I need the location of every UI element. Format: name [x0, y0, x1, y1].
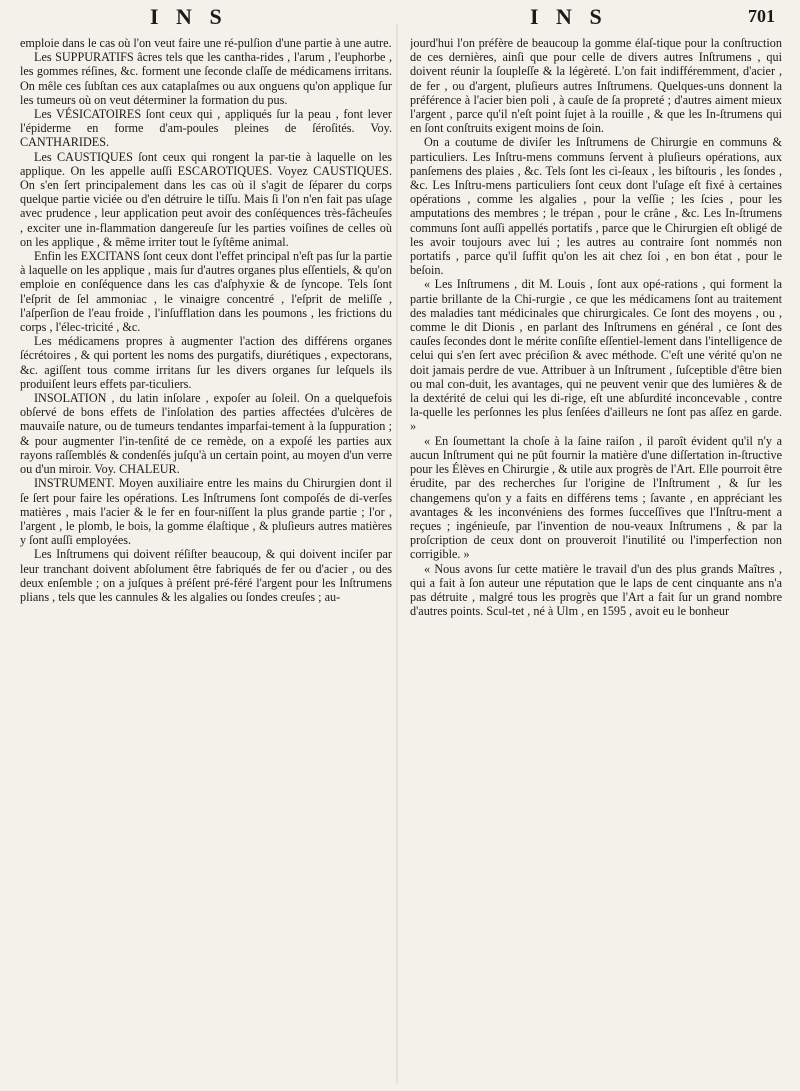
paragraph: Les VÉSICATOIRES ſont ceux qui , appliqués ſur la peau , font lever l'épiderme en forme d'am-poules pleines de ſéroſités. Voy. CANTHARIDES.: [20, 107, 392, 150]
left-column: [20, 36, 392, 1088]
page-number: 701: [748, 6, 775, 26]
right-column: [410, 36, 782, 1088]
paragraph: Les CAUSTIQUES ſont ceux qui rongent la par-tie à laquelle on les applique. On les appelle auſſi ESCAROTIQUES. Voyez CAUSTIQUES. On s'en ſert principalement dans les cas où il s'agit de ſéparer du corps quelque partie viciée ou d'en détruire le tiſſu. Mais ſi l'on n'en fait pas uſage avec prudence , leur application peut avoir des conſéquences très-fâcheuſes , exciter une in-flammation dangereuſe ſur les parties voiſines de celles où on les applique , & même irriter tout le ſyſtême animal.: [20, 149, 392, 249]
entry-insolation: INSOLATION , du latin inſolare , expoſer au ſoleil. On a quelquefois obſervé de bons effets de l'inſolation des parties affectées d'ulcères de mauvaiſe nature, ou de tumeurs tendantes imparfai-tement à la ſuppuration ; & pour augmenter l'in-tenſité de ce remède, on a expoſé les parties aux rayons raſſemblés & condenſés juſqu'à un certain point, au moyen d'un verre ou d'un miroir. Voy. CHALEUR.: [20, 391, 392, 477]
entry-instrument: INSTRUMENT. Moyen auxiliaire entre les mains du Chirurgien dont il ſe ſert pour faire les opérations. Les Inſtrumens ſont compoſés de di-verſes matières , mais l'acier & le fer en four-niſſent la plus grande partie ; l'or , l'argent , le plomb, le bois, la gomme élaſtique , & pluſieurs autres matières y ſont auſſi employées.: [20, 476, 392, 548]
column-gutter: [396, 24, 398, 1084]
paragraph: emploie dans le cas où l'on veut faire une ré-pulſion d'une partie à une autre.: [20, 36, 392, 50]
paragraph: Les Inſtrumens qui doivent réſiſter beaucoup, & qui doivent inciſer par leur tranchant doivent abſolument être fabriqués de fer ou d'acier , ou des deux enſemble ; on a juſques à préſent pré-féré l'argent pour les Inſtrumens plians , tels que les cannules & les algalies ou ſondes creuſes ; au-: [20, 547, 392, 604]
paragraph: Les médicamens propres à augmenter l'action des différens organes ſécrétoires , & qui portent les noms des purgatifs, diurétiques , expectorans, &c. agiſſent tous comme irritans ſur les divers organes ſur leſquels ils produiſent leurs effets par-ticuliers.: [20, 334, 392, 391]
paragraph: Enfin les EXCITANS ſont ceux dont l'effet principal n'eſt pas ſur la partie à laquelle on les applique , mais ſur d'autres organes plus eſſentiels, & qu'on emploie en conſéquence dans les cas d'aſphyxie & de ſyncope. Tels ſont l'eſprit de ſel ammoniac , le vinaigre concentré , l'eſprit de meliſſe , l'aſperſion de l'eau froide , l'inſufflation dans les poumons , les frictions du corps , l'élec-tricité , &c.: [20, 249, 392, 335]
paragraph: On a coutume de diviſer les Inſtrumens de Chirurgie en communs & particuliers. Les Inſtru-mens communs ſervent à pluſieurs opérations, aux panſemens des plaies , &c. Tels ſont les ci-ſeaux , les biſtouris , les ſondes , &c. Les Inſtru-mens particuliers ſont ceux dont l'uſage eſt fixé à certaines opérations , comme les algalies , pour la veſſie ; les ſcies , pour les amputations des membres ; le trépan , pour le crâne , &c. Les In-ſtrumens communs ſont auſſi appellés portatifs , parce que le Chirurgien eſt obligé de les avoir toujours avec lui ; les autres au contraire ſont nommés non portatifs , parce qu'il ſuffit qu'on les ait chez ſoi , en bon état , pour le beſoin.: [410, 135, 782, 278]
paragraph: « Les Inſtrumens , dit M. Louis , ſont aux opé-rations , qui forment la partie brillante de la Chi-rurgie , ce que les médicamens ſont au traitement des maladies tant médicinales que chirurgicales. Ce ſont des moyens , ou , comme le dit Dionis , en parlant des Inſtrumens en général , ce ſont des cauſes ſecondes dont le mérite conſiſte eſſentiel-lement dans l'intelligence de celui qui s'en ſert avec préciſion & avec méthode. C'eſt une vérité qu'on ne doit jamais perdre de vue. Attribuer à un Inſtrument , ſuſceptible d'être bien ou mal con-duit, les avantages, qui ne peuvent venir que des lumières & de la dextérité de celui qui les di-rige, eſt une abſurdité inconcevable , contre la-quelle les perſonnes les plus ſenſées d'ailleurs ne ſont pas aſſez en garde. »: [410, 277, 782, 434]
paragraph: jourd'hui l'on préfère de beaucoup la gomme élaſ-tique pour la conſtruction de ces dernières, ainſi que pour celle de divers autres Inſtrumens , qui doivent réunir la ſoupleſſe & la légèreté. L'on fait indifféremment, d'acier , de fer , ou d'argent, pluſieurs autres Inſtrumens. Quelques-uns donnent la préférence à l'acier bien poli , à cauſe de ſa propreté ; d'autres aiment mieux l'argent , parce qu'il n'eſt point ſujet à la rouille , & que les In-ſtrumens qui en ſont conſtruits exigent moins de ſoin.: [410, 36, 782, 136]
right-running-head: I N S: [530, 4, 608, 29]
paragraph: « En ſoumettant la choſe à la ſaine raiſon , il paroît évident qu'il n'y a aucun Inſtrument qui ne pût fournir la matière d'une diſſertation in-ſtructive pour les Élèves en Chirurgie , & utile aux progrès de l'Art. Elle pourroit être érudite, par des recherches ſur l'origine de l'Inſtrument , & ſur les changemens qu'on y a faits en différens tems ; ſavante , en appréciant les avantages & les inconvéniens des formes ſucceſſives que l'Inſtru-ment a reçues ; ingénieuſe, par l'invention de nou-veaux Inſtrumens , & par la proſcription de ceux dont on prouveroit l'inutilité ou l'imperfection non corrigible. »: [410, 433, 782, 562]
left-running-head: I N S: [150, 4, 228, 29]
paragraph: « Nous avons ſur cette matière le travail d'un des plus grands Maîtres , qui a fait à ſon auteur une réputation que le laps de cent cinquante ans n'a pas détruite , malgré tous les progrès que l'Art a fait ſur un grand nombre d'autres points. Scul-tet , né à Ulm , en 1595 , avoit eu le bonheur: [410, 561, 782, 619]
paragraph: Les SUPPURATIFS âcres tels que les cantha-rides , l'arum , l'euphorbe , les gommes réſines, &c. forment une ſeconde claſſe de médicamens irritans. On mêle ces ſubſtan ces aux cataplaſmes ou aux onguens qu'on applique ſur les tumeurs où on veut déterminer la formation du pus.: [20, 50, 392, 107]
